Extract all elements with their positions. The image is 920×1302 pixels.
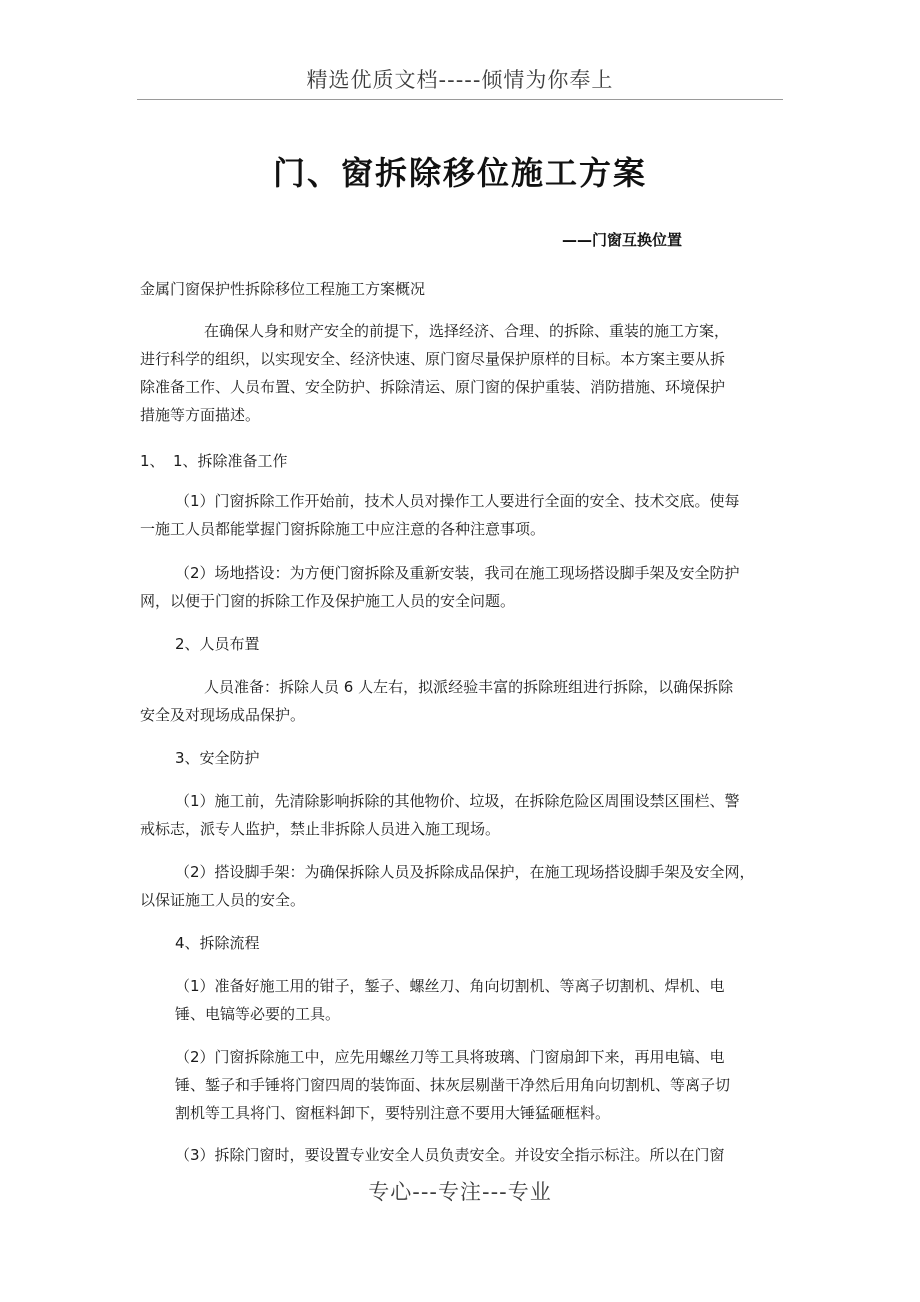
section-2-heading: 2、人员布置 (175, 635, 260, 653)
section-4-paragraph-3-line: （3）拆除门窗时，要设置专业安全人员负责安全。并设安全指示标注。所以在门窗 (175, 1146, 725, 1164)
section-4-paragraph-2-line: （2）门窗拆除施工中，应先用螺丝刀等工具将玻璃、门窗扇卸下来，再用电镐、电 (175, 1048, 725, 1066)
intro-line: 措施等方面描述。 (140, 406, 261, 424)
section-3-paragraph-1-line: 戒标志，派专人监护，禁止非拆除人员进入施工现场。 (140, 820, 501, 838)
section-4-paragraph-1-line: （1）准备好施工用的钳子，錾子、螺丝刀、角向切割机、等离子切割机、焊机、电 (175, 977, 725, 995)
section-1-paragraph-2-line: （2）场地搭设：为方便门窗拆除及重新安装，我司在施工现场搭设脚手架及安全防护 (175, 564, 740, 582)
section-3-heading: 3、安全防护 (175, 749, 260, 767)
section-1-paragraph-2-line: 网，以便于门窗的拆除工作及保护施工人员的安全问题。 (140, 592, 516, 610)
document-subtitle: ——门窗互换位置 (562, 231, 683, 249)
document-title: 门、窗拆除移位施工方案 (272, 154, 647, 192)
section-2-paragraph-line: 人员准备：拆除人员 6 人左右，拟派经验丰富的拆除班组进行拆除，以确保拆除 (204, 678, 734, 696)
section-3-paragraph-1-line: （1）施工前，先清除影响拆除的其他物价、垃圾，在拆除危险区周围设禁区围栏、警 (175, 792, 740, 810)
section-1-paragraph-1-line: 一施工人员都能掌握门窗拆除施工中应注意的各种注意事项。 (140, 520, 546, 538)
section-4-paragraph-2-line: 锤、錾子和手锤将门窗四周的装饰面、抹灰层剔凿干净然后用角向切割机、等离子切 (175, 1076, 731, 1094)
section-1-number: 1、 (140, 452, 165, 470)
section-4-paragraph-2-line: 割机等工具将门、窗框料卸下，要特别注意不要用大锤猛砸框料。 (175, 1104, 611, 1122)
section-3-paragraph-2-line: （2）搭设脚手架：为确保拆除人员及拆除成品保护，在施工现场搭设脚手架及安全网， (175, 863, 755, 881)
overview-line: 金属门窗保护性拆除移位工程施工方案概况 (140, 280, 426, 298)
intro-line: 在确保人身和财产安全的前提下，选择经济、合理、的拆除、重装的施工方案， (204, 322, 730, 340)
intro-line: 进行科学的组织，以实现安全、经济快速、原门窗尽量保护原样的目标。本方案主要从拆 (140, 350, 726, 368)
page-footer: 专心---专注---专业 (368, 1180, 552, 1204)
section-2-paragraph-line: 安全及对现场成品保护。 (140, 706, 306, 724)
section-1-heading: 1、拆除准备工作 (173, 452, 288, 470)
section-4-paragraph-1-line: 锤、电镐等必要的工具。 (175, 1005, 341, 1023)
section-1-paragraph-1-line: （1）门窗拆除工作开始前，技术人员对操作工人要进行全面的安全、技术交底。使每 (175, 492, 740, 510)
page-header: 精选优质文档-----倾情为你奉上 (306, 68, 614, 92)
section-3-paragraph-2-line: 以保证施工人员的安全。 (140, 891, 306, 909)
intro-line: 除准备工作、人员布置、安全防护、拆除清运、原门窗的保护重装、消防措施、环境保护 (140, 378, 726, 396)
section-4-heading: 4、拆除流程 (175, 934, 260, 952)
header-divider (137, 99, 783, 100)
